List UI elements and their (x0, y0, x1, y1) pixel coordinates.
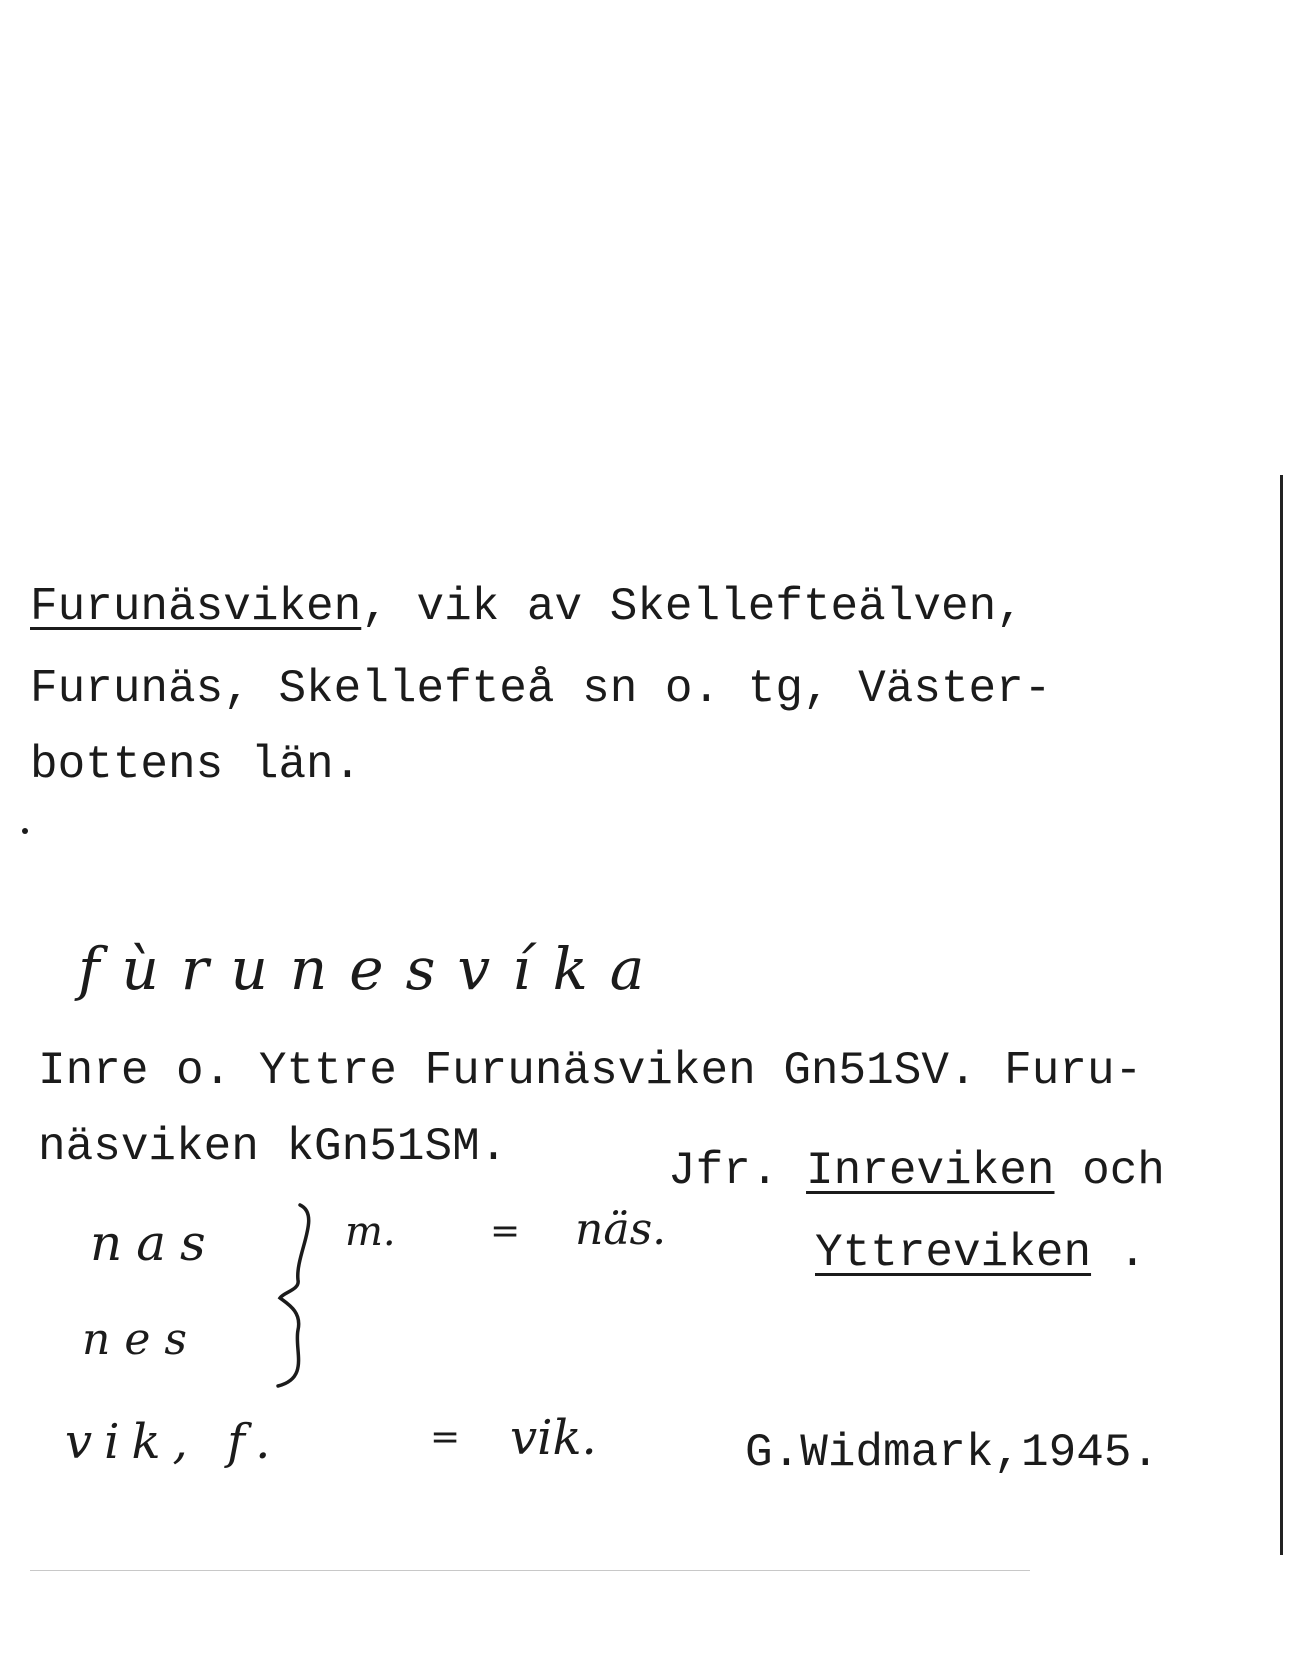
reference-prefix: Jfr. (668, 1145, 779, 1197)
handwritten-nas-2: näs. (575, 1204, 667, 1255)
entry-headword: Furunäsviken (30, 581, 362, 633)
entry-line-1-rest: , vik av Skellefteälven, (361, 581, 1024, 633)
card-bottom-edge (30, 1570, 1030, 1571)
reference-end: . (1118, 1227, 1147, 1279)
curly-brace-glyph (270, 1200, 330, 1390)
reference-och: och (1082, 1145, 1165, 1197)
entry-line-2: Furunäs, Skellefteå sn o. tg, Väster- (30, 663, 1052, 715)
handwritten-vik-2: vik. (510, 1410, 597, 1466)
entry-line-3: bottens län. (30, 739, 362, 791)
phonetic-transcription: fùrunesvíka (78, 935, 667, 1003)
reference-line-2 (815, 1227, 1147, 1279)
variant-line-1: Inre o. Yttre Furunäsviken Gn51SV. Furu- (38, 1045, 1143, 1097)
handwritten-vik: vik, f. (65, 1414, 283, 1470)
handwritten-equals-2: = (430, 1417, 461, 1458)
variant-line-2: näsviken kGn51SM. (38, 1121, 508, 1173)
reference-link-inreviken: Inreviken (806, 1145, 1055, 1197)
reference-link-yttreviken: Yttreviken (815, 1227, 1092, 1279)
card-right-edge (1280, 475, 1283, 1555)
handwritten-nes: nes (82, 1314, 201, 1365)
reference-line-1 (668, 1145, 1165, 1197)
handwritten-nas: nas (90, 1214, 220, 1272)
handwritten-equals-1: = (490, 1211, 521, 1252)
stray-dot (22, 828, 28, 834)
handwritten-m: m. (345, 1209, 396, 1255)
entry-line-1 (30, 581, 1024, 633)
signature: G.Widmark,1945. (745, 1427, 1160, 1479)
